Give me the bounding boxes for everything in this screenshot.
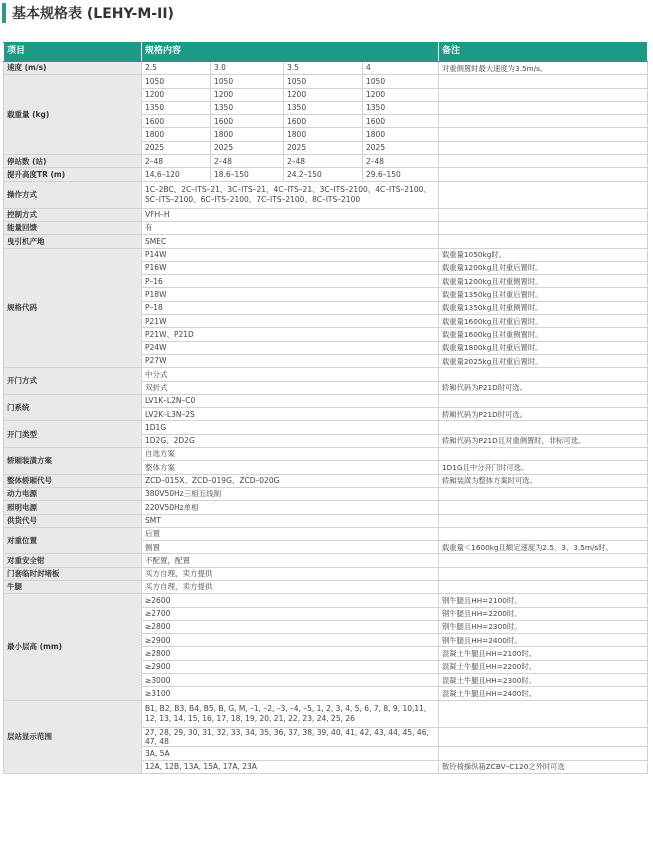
spec-value: 220V50Hz单相: [142, 501, 439, 514]
note-value: 载重量2025kg且对重后置时。: [439, 354, 648, 367]
spec-value: ≥2700: [142, 607, 439, 620]
spec-value: 1800: [363, 128, 439, 141]
spec-value: P24W: [142, 341, 439, 354]
table-row: [4, 181, 648, 208]
table-body: [4, 62, 648, 774]
spec-value: 1600: [142, 115, 211, 128]
note-value: 钢牛腿且HH=2300时。: [439, 620, 648, 633]
note-value: [439, 394, 648, 407]
spec-value: 2025: [363, 141, 439, 154]
note-value: [439, 514, 648, 527]
note-value: 载重量1200kg且对重侧置时。: [439, 275, 648, 288]
spec-value: 后置: [142, 527, 439, 540]
note-value: 载重量1800kg且对重后置时。: [439, 341, 648, 354]
table-row: [4, 248, 648, 261]
spec-value: 侧置: [142, 541, 439, 554]
spec-value: ≥2600: [142, 594, 439, 607]
spec-value: 有: [142, 221, 439, 234]
spec-value: 24.2–150: [284, 168, 363, 181]
note-value: [439, 168, 648, 181]
spec-value: P–16: [142, 275, 439, 288]
note-value: [439, 567, 648, 580]
table-row: [4, 567, 648, 580]
row-label: 规格代码: [4, 248, 142, 368]
table-row: [4, 474, 648, 487]
note-value: [439, 75, 648, 88]
spec-value: SMT: [142, 514, 439, 527]
note-value: 载重量1050kg时。: [439, 248, 648, 261]
note-value: 载重量＜1600kg且额定速度为2.5、3、3.5m/s时。: [439, 541, 648, 554]
spec-value: 买方自理，卖方提供: [142, 580, 439, 593]
spec-value: 1350: [211, 101, 284, 114]
header-spec: 规格内容: [142, 43, 439, 62]
spec-value: VFH–H: [142, 208, 439, 221]
table-row: [4, 580, 648, 593]
note-value: 载重量1200kg且对重后置时。: [439, 261, 648, 274]
spec-value: 3.5: [284, 62, 363, 75]
table-row: [4, 368, 648, 381]
row-label: 载重量 (kg): [4, 75, 142, 155]
note-value: [439, 501, 648, 514]
row-label: 开门方式: [4, 368, 142, 395]
spec-value: 380V50Hz三相五线制: [142, 487, 439, 500]
note-value: [439, 115, 648, 128]
table-row: [4, 501, 648, 514]
spec-value: 1D2G、2D2G: [142, 434, 439, 447]
note-value: [439, 181, 648, 208]
spec-value: P18W: [142, 288, 439, 301]
spec-value: P14W: [142, 248, 439, 261]
note-value: 混凝土牛腿且HH=2200时。: [439, 660, 648, 673]
spec-value: 2–48: [142, 155, 211, 168]
note-value: [439, 747, 648, 760]
note-value: [439, 527, 648, 540]
spec-value: 1200: [211, 88, 284, 101]
note-value: 载重量1600kg且对重侧置时。: [439, 328, 648, 341]
spec-value: 2.5: [142, 62, 211, 75]
table-row: [4, 235, 648, 248]
row-label: 层站显示范围: [4, 700, 142, 773]
spec-value: P21W: [142, 315, 439, 328]
spec-value: P21W、P21D: [142, 328, 439, 341]
spec-value: 1350: [142, 101, 211, 114]
spec-value: ≥2800: [142, 647, 439, 660]
spec-value: 双折式: [142, 381, 439, 394]
table-row: [4, 421, 648, 434]
note-value: [439, 554, 648, 567]
spec-value: 1200: [363, 88, 439, 101]
spec-value: SMEC: [142, 235, 439, 248]
row-label: 开门类型: [4, 421, 142, 448]
note-value: [439, 580, 648, 593]
spec-value: LV2K–L3N–2S: [142, 408, 439, 421]
row-label: 牛腿: [4, 580, 142, 593]
table-header-row: [4, 43, 648, 62]
spec-value: 中分式: [142, 368, 439, 381]
note-value: 钢牛腿且HH=2400时。: [439, 634, 648, 647]
row-label: 照明电源: [4, 501, 142, 514]
spec-value: 27, 28, 29, 30, 31, 32, 33, 34, 35, 36, 37, 38, 39, 40, 41, 42, 43, 44, 45, 46, 47, 48: [142, 727, 439, 747]
row-label: 对重安全钳: [4, 554, 142, 567]
spec-value: 1800: [142, 128, 211, 141]
note-value: 混凝土牛腿且HH=2400时。: [439, 687, 648, 700]
note-value: 对重侧置时最大速度为3.5m/s。: [439, 62, 648, 75]
row-label: 整体轿厢代号: [4, 474, 142, 487]
spec-value: 1600: [211, 115, 284, 128]
note-value: 轿厢代码为P21D时可选。: [439, 381, 648, 394]
spec-value: 1D1G: [142, 421, 439, 434]
row-label: 门套临时封堵板: [4, 567, 142, 580]
spec-value: 1200: [284, 88, 363, 101]
spec-value: 4: [363, 62, 439, 75]
note-value: 载重量1600kg且对重后置时。: [439, 315, 648, 328]
spec-value: 自选方案: [142, 448, 439, 461]
spec-value: 1600: [363, 115, 439, 128]
note-value: [439, 421, 648, 434]
note-value: 散铃椅操纵箱ZCBV–C120之外时可选: [439, 760, 648, 773]
spec-value: 1200: [142, 88, 211, 101]
table-row: [4, 594, 648, 607]
spec-value: ZCD–015X、ZCD–019G、ZCD–020G: [142, 474, 439, 487]
page-title-block: [2, 2, 174, 24]
table-row: [4, 527, 648, 540]
note-value: [439, 221, 648, 234]
note-value: 轿厢代码为P21D且对重侧置时，非标可选。: [439, 434, 648, 447]
table-row: [4, 208, 648, 221]
note-value: 轿厢装潢为整体方案时可选。: [439, 474, 648, 487]
spec-value: ≥2900: [142, 634, 439, 647]
spec-value: ≥2900: [142, 660, 439, 673]
row-label: 动力电源: [4, 487, 142, 500]
spec-value: B1, B2, B3, B4, B5, B, G, M, –1, –2, –3, –4, –5, 1, 2, 3, 4, 5, 6, 7, 8, 9, 10,11, 12, 13, 14, 15, 16, 17, 18, 19, 20, 21, 22, 23, 24, 25, 26: [142, 700, 439, 727]
note-value: [439, 487, 648, 500]
spec-value: 不配置，配置: [142, 554, 439, 567]
title-accent-bar: [2, 3, 6, 23]
table-row: [4, 75, 648, 88]
row-label: 速度 (m/s): [4, 62, 142, 75]
table-row: [4, 168, 648, 181]
note-value: [439, 208, 648, 221]
spec-value: 2–48: [284, 155, 363, 168]
spec-value: 29.6–150: [363, 168, 439, 181]
note-value: 1D1G且中分开门时可选。: [439, 461, 648, 474]
row-label: 供货代号: [4, 514, 142, 527]
table-row: [4, 514, 648, 527]
note-value: 轿厢代码为P21D时可选。: [439, 408, 648, 421]
spec-table: [3, 42, 648, 774]
table-row: [4, 554, 648, 567]
row-label: 操作方式: [4, 181, 142, 208]
table-row: [4, 487, 648, 500]
note-value: [439, 128, 648, 141]
spec-value: 2025: [284, 141, 363, 154]
table-row: [4, 155, 648, 168]
table-row: [4, 448, 648, 461]
spec-value: 1350: [284, 101, 363, 114]
spec-value: 1050: [142, 75, 211, 88]
spec-value: 12A, 12B, 13A, 15A, 17A, 23A: [142, 760, 439, 773]
header-item: 项目: [4, 43, 142, 62]
spec-value: 2–48: [363, 155, 439, 168]
spec-value: P27W: [142, 354, 439, 367]
table-row: [4, 221, 648, 234]
row-label: 控制方式: [4, 208, 142, 221]
row-label: 最小层高 (mm): [4, 594, 142, 700]
spec-value: 买方自理，卖方提供: [142, 567, 439, 580]
spec-value: 3A, 5A: [142, 747, 439, 760]
note-value: [439, 368, 648, 381]
spec-value: 2025: [211, 141, 284, 154]
note-value: [439, 155, 648, 168]
note-value: 载重量1350kg且对重后置时。: [439, 288, 648, 301]
header-note: 备注: [439, 43, 648, 62]
table-row: [4, 700, 648, 727]
spec-value: 1050: [211, 75, 284, 88]
row-label: 轿厢装潢方案: [4, 448, 142, 475]
note-value: 钢牛腿且HH=2200时。: [439, 607, 648, 620]
note-value: [439, 727, 648, 747]
row-label: 曳引机产地: [4, 235, 142, 248]
spec-value: 2025: [142, 141, 211, 154]
spec-value: 1050: [363, 75, 439, 88]
table-row: [4, 394, 648, 407]
spec-value: 3.0: [211, 62, 284, 75]
spec-value: 1800: [284, 128, 363, 141]
spec-value: 1050: [284, 75, 363, 88]
spec-value: ≥3100: [142, 687, 439, 700]
table-row: [4, 62, 648, 75]
note-value: [439, 700, 648, 727]
row-label: 门系统: [4, 394, 142, 421]
spec-value: 18.6–150: [211, 168, 284, 181]
row-label: 停站数 (站): [4, 155, 142, 168]
note-value: [439, 448, 648, 461]
row-label: 对重位置: [4, 527, 142, 554]
row-label: 能量回馈: [4, 221, 142, 234]
spec-value: 1600: [284, 115, 363, 128]
note-value: [439, 88, 648, 101]
page-title: 基本规格表 (LEHY-M-II): [12, 6, 174, 22]
spec-value: P16W: [142, 261, 439, 274]
spec-value: 1350: [363, 101, 439, 114]
spec-value: 1800: [211, 128, 284, 141]
note-value: 钢牛腿且HH=2100时。: [439, 594, 648, 607]
spec-value: ≥2800: [142, 620, 439, 633]
spec-value: 14.6–120: [142, 168, 211, 181]
spec-value: 1C–2BC、2C–ITS–21、3C–ITS–21、4C–ITS–21、3C–ITS–2100、4C–ITS–2100、5C–ITS–2100、6C–ITS–2100、7C–ITS–2100、8C–ITS–2100: [142, 181, 439, 208]
note-value: [439, 235, 648, 248]
note-value: [439, 101, 648, 114]
note-value: [439, 141, 648, 154]
note-value: 载重量1350kg且对重侧置时。: [439, 301, 648, 314]
note-value: 混凝土牛腿且HH=2300时。: [439, 674, 648, 687]
spec-value: ≥3000: [142, 674, 439, 687]
note-value: 混凝土牛腿且HH=2100时。: [439, 647, 648, 660]
spec-value: P–18: [142, 301, 439, 314]
spec-value: LV1K–L2N–C0: [142, 394, 439, 407]
spec-value: 整体方案: [142, 461, 439, 474]
spec-value: 2–48: [211, 155, 284, 168]
row-label: 提升高度TR (m): [4, 168, 142, 181]
